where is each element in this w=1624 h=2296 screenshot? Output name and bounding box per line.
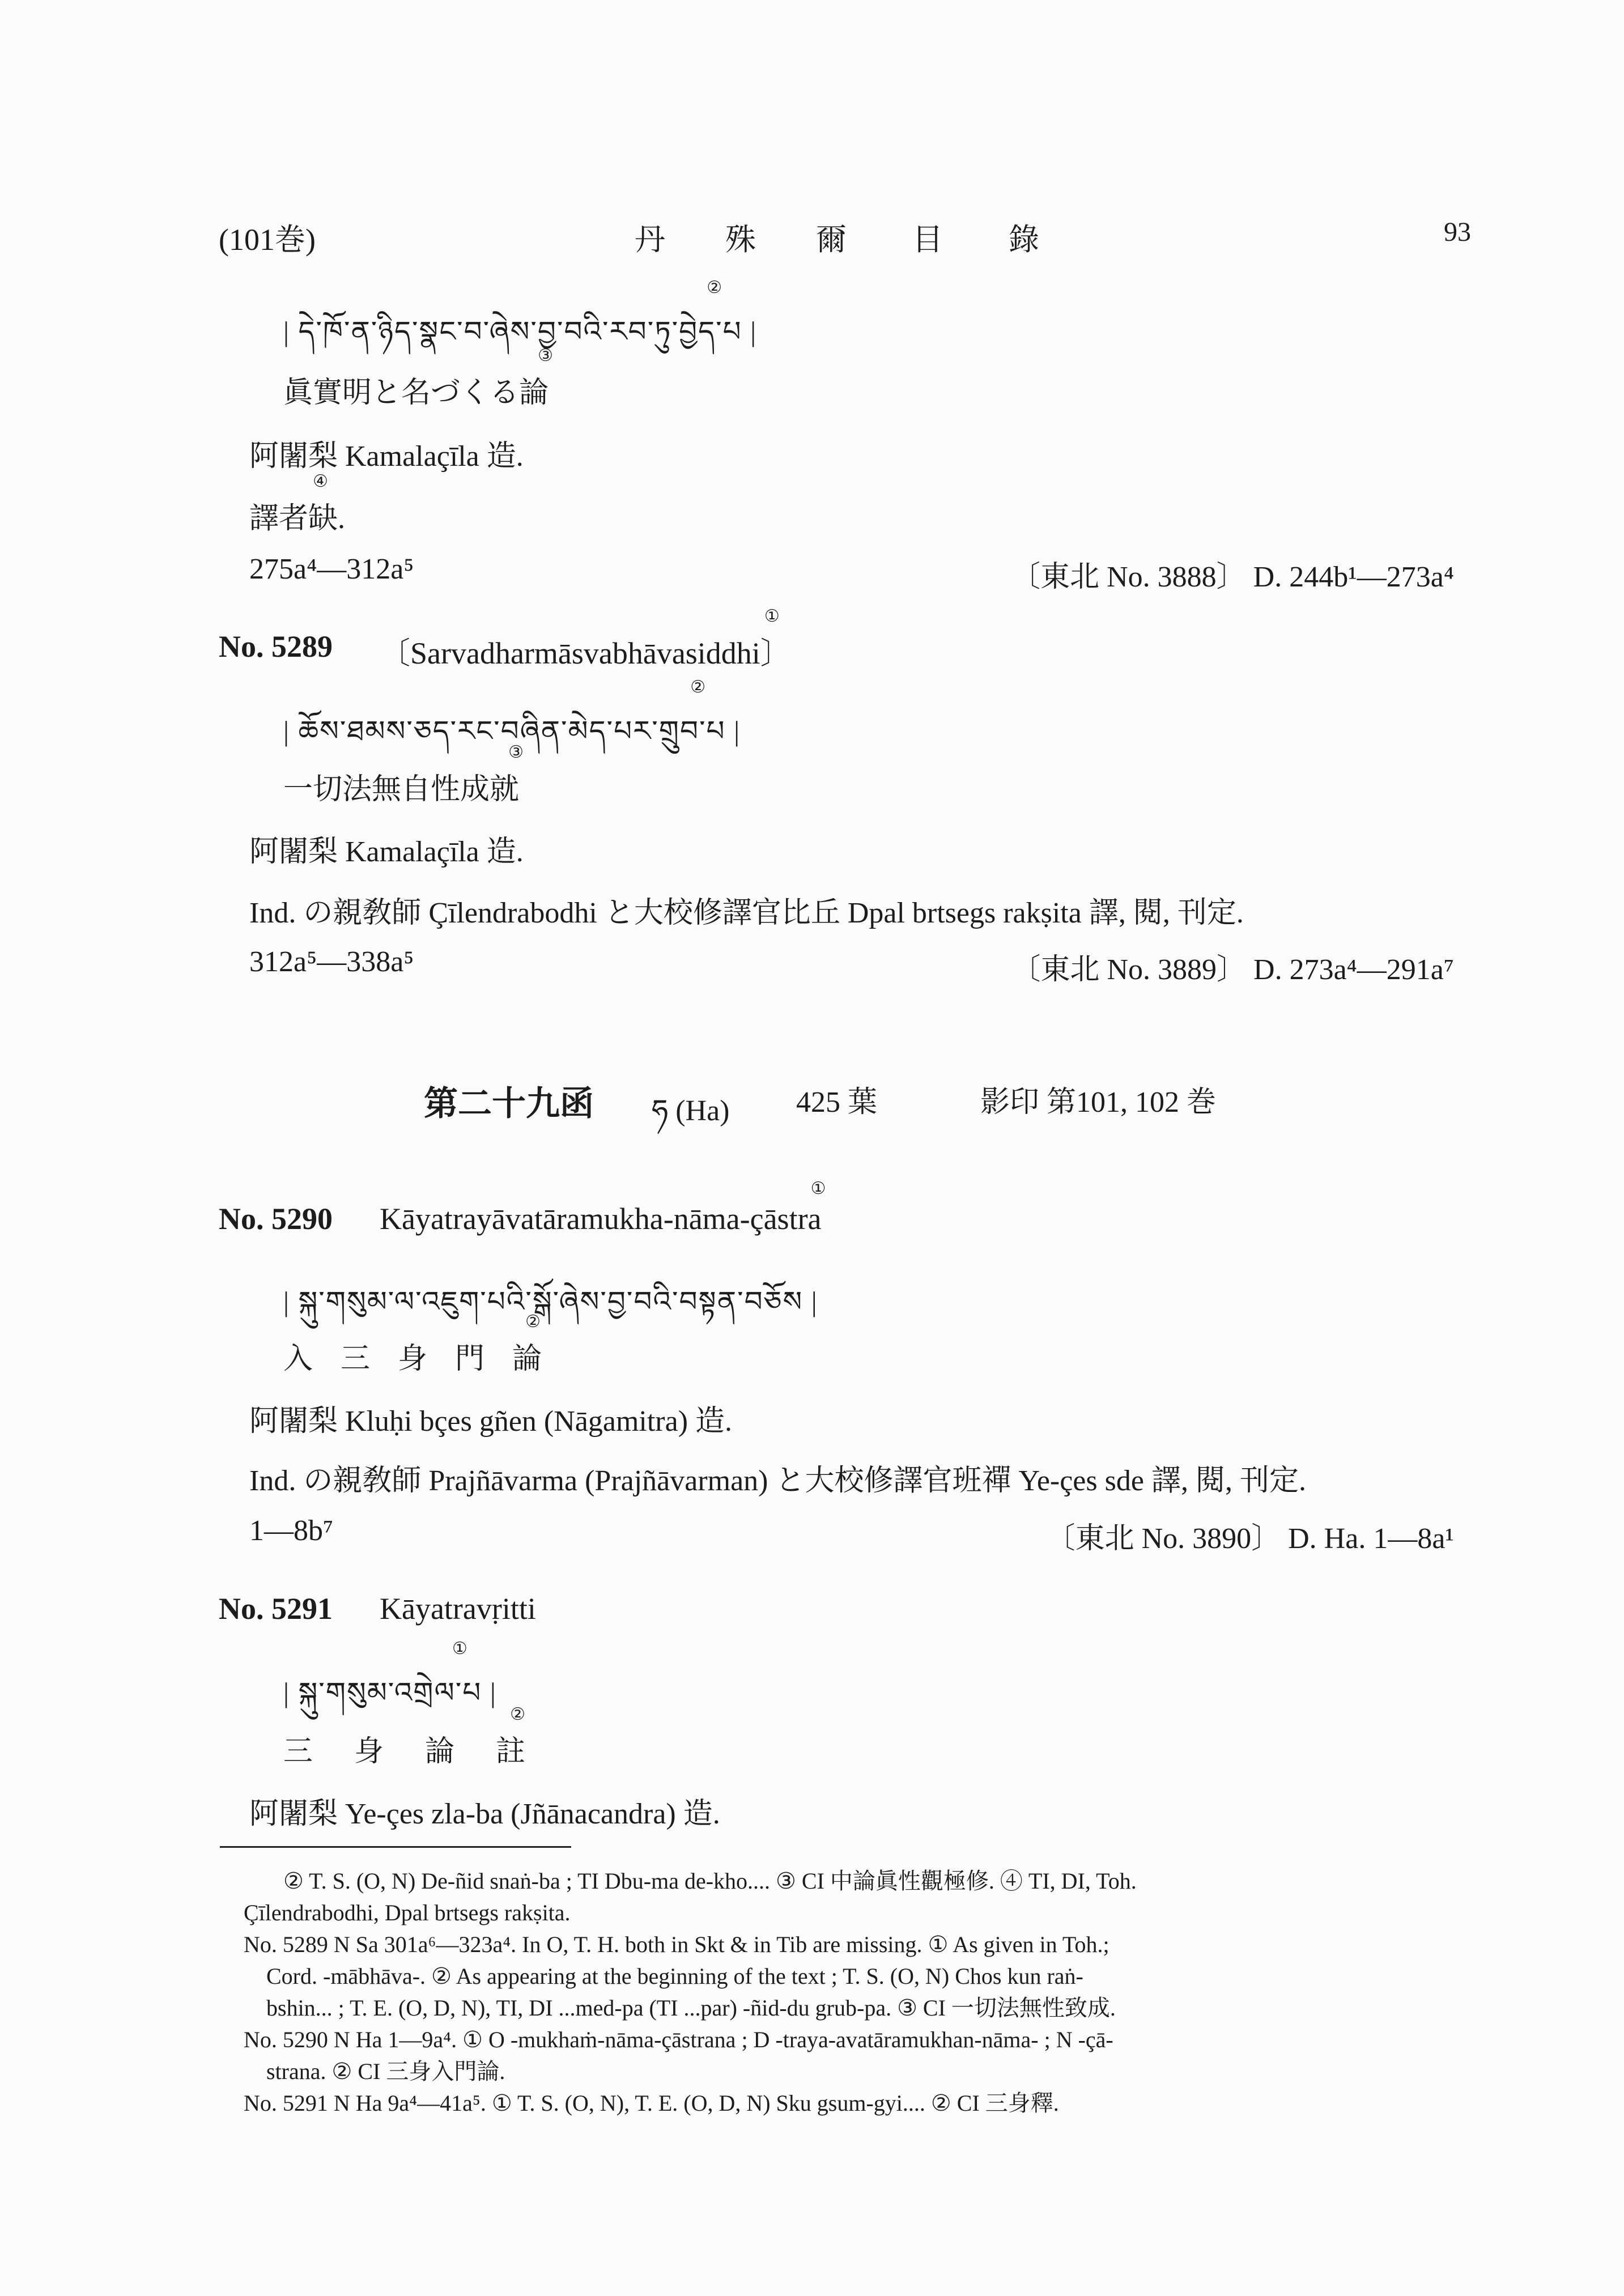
title-char: 錄	[1009, 223, 1039, 257]
note-marker: ②	[707, 278, 724, 297]
note-marker: ③	[538, 346, 554, 365]
note-marker: ①	[452, 1639, 469, 1659]
author-line: 阿闍梨 Kluḥi bçes gñen (Nāgamitra) 造.	[249, 1405, 733, 1438]
tibetan-title: | སྐུ་གསུམ་ལ་འཇུག་པའི་སྒོ་ཞེས་བྱ་བའི་བསྟན་བཅོས |	[283, 1286, 818, 1317]
translator-line: Ind. の親敎師 Çīlendrabodhi と大校修譯官比丘 Dpal brtsegs rakṣita 譯, 閱, 刊定.	[249, 897, 1244, 929]
footnote-line: bshin... ; T. E. (O, D, N), TI, DI ...med-pa (TI ...par) -ñid-du grub-pa. ③ CI 一切法無性致成.	[266, 1995, 1116, 2021]
note-marker: ②	[510, 1704, 526, 1724]
footnote-line: No. 5289 N Sa 301a⁶—323a⁴. In O, T. H. both in Skt & in Tib are missing. ① As given in Toh.;	[244, 1932, 1109, 1957]
japanese-title: 入 三 身 門 論 ②	[283, 1312, 552, 1375]
note-marker: ①	[764, 606, 780, 626]
japanese-title: 一切法無自性成就 ③	[283, 742, 524, 806]
footnote-separator	[220, 1846, 571, 1848]
entry-number: No. 5289	[219, 630, 333, 664]
footnote-line: No. 5290 N Ha 1—9a⁴. ① O -mukhaṁ-nāma-çāstrana ; D -traya-avatāramukhan-nāma- ; N -çā-	[244, 2027, 1113, 2052]
section-title: 第二十九函	[424, 1084, 594, 1124]
note-marker: ①	[810, 1179, 826, 1198]
catalog-reference: 〔東北 No. 3890〕 D. Ha. 1—8a¹	[1045, 1523, 1454, 1555]
author-line: 阿闍梨 Ye-çes zla-ba (Jñānacandra) 造.	[249, 1798, 720, 1830]
title-char: 丹	[635, 223, 665, 257]
sanskrit-title: Kāyatravṛitti	[380, 1592, 536, 1626]
footnote-line: Çīlendrabodhi, Dpal brtsegs rakṣita.	[244, 1900, 571, 1925]
note-marker: ③	[508, 742, 524, 762]
tibetan-title: | སྐུ་གསུམ་འགྲེལ་པ | ①	[283, 1639, 497, 1708]
entry-number: No. 5290	[219, 1202, 333, 1236]
tibetan-title: | དེ་ཁོ་ན་ཉིད་སྣང་བ་ཞེས་བྱ་བའི་རབ་ཏུ་བྱེད་པ | ②	[283, 278, 758, 347]
folio-range: 312a⁵—338a⁵	[249, 946, 414, 978]
section-leaves: 425 葉	[796, 1086, 878, 1119]
japanese-title: 眞實明と名づくる論 ③	[283, 346, 554, 409]
translator-line: 譯者缺. ④	[249, 471, 346, 535]
catalog-reference: 〔東北 No. 3889〕 D. 273a⁴—291a⁷	[1011, 954, 1454, 986]
sanskrit-title: 〔Sarvadharmāsvabhāvasiddhi〕 ①	[380, 606, 791, 670]
section-volumes: 影印 第101, 102 巻	[980, 1086, 1217, 1119]
sanskrit-title: Kāyatrayāvatāramukha-nāma-çāstra ①	[380, 1179, 826, 1236]
author-line: 阿闍梨 Kamalaçīla 造.	[249, 440, 524, 473]
folio-range: 1—8b⁷	[249, 1515, 334, 1547]
translator-line: Ind. の親敎師 Prajñāvarma (Prajñāvarman) と大校修譯官班禪 Ye-çes sde 譯, 閱, 刊定.	[249, 1465, 1306, 1497]
footnote-line: No. 5291 N Ha 9a⁴—41a⁵. ① T. S. (O, N), T. E. (O, D, N) Sku gsum-gyi.... ② CI 三身釋.	[244, 2090, 1059, 2116]
footnote-line: Cord. -mābhāva-. ② As appearing at the beginning of the text ; T. S. (O, N) Chos kun raṅ-	[266, 1963, 1083, 1989]
japanese-title: 三 身 論 註 ②	[283, 1704, 543, 1768]
note-marker: ②	[690, 677, 707, 697]
title-char: 目	[912, 223, 943, 257]
catalog-reference: 〔東北 No. 3888〕 D. 244b¹—273a⁴	[1011, 561, 1454, 593]
tibetan-title: | ཆོས་ཐམས་ཅད་རང་བཞིན་མེད་པར་གྲུབ་པ | ②	[283, 677, 741, 747]
footnote-line: ② T. S. (O, N) De-ñid snaṅ-ba ; TI Dbu-ma de-kho.... ③ CI 中論眞性觀極修. ④ TI, DI, Toh.	[283, 1868, 1137, 1894]
folio-range: 275a⁴—312a⁵	[249, 553, 414, 585]
page-number: 93	[1444, 217, 1471, 247]
footnote-line: strana. ② CI 三身入門論.	[266, 2059, 505, 2084]
section-tibetan-letter: ཧ (Ha)	[652, 1095, 730, 1127]
entry-number: No. 5291	[219, 1592, 333, 1626]
volume-label: (101巻)	[219, 223, 316, 257]
note-marker: ②	[525, 1312, 541, 1332]
note-marker: ④	[313, 471, 329, 491]
title-char: 爾	[816, 223, 847, 257]
author-line: 阿闍梨 Kamalaçīla 造.	[249, 836, 524, 868]
title-char: 殊	[725, 223, 756, 257]
